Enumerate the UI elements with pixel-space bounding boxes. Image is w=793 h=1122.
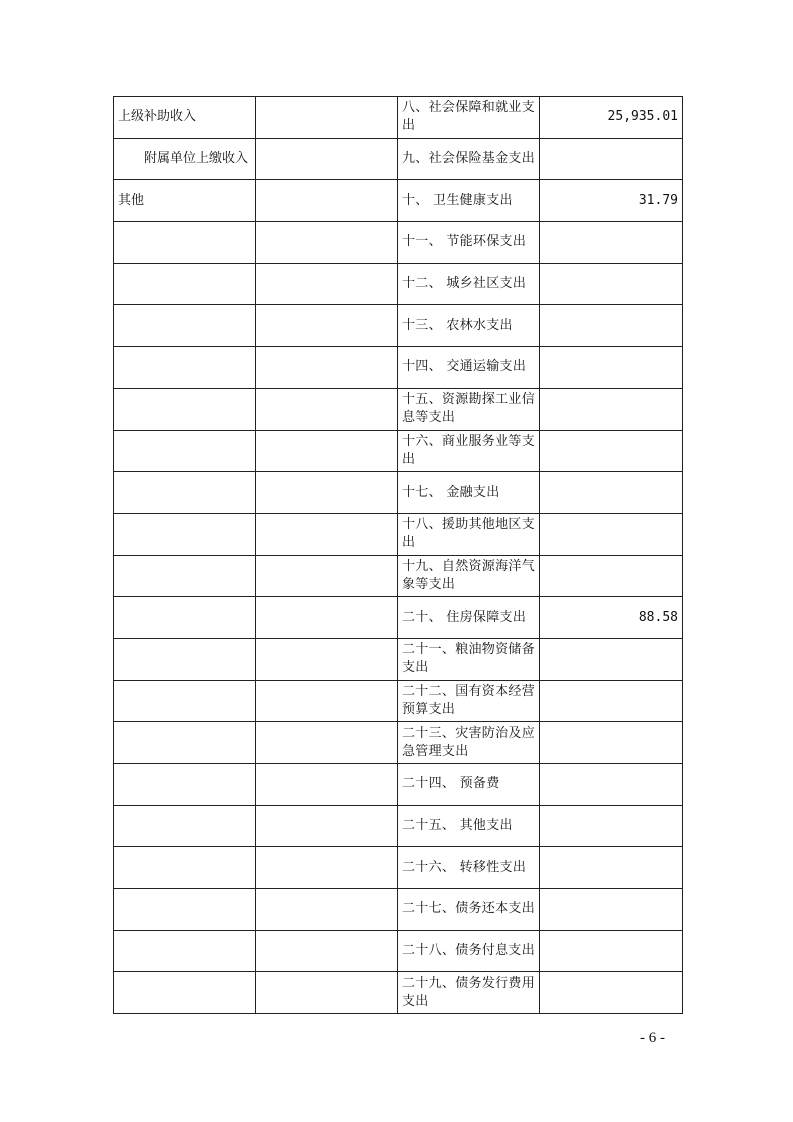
income-item-cell	[114, 347, 256, 389]
income-item-cell	[114, 972, 256, 1014]
expense-amount-cell: 88.58	[540, 597, 683, 639]
expense-item-cell: 二十五、 其他支出	[398, 805, 540, 847]
income-item-cell	[114, 222, 256, 264]
expense-amount-cell	[540, 972, 683, 1014]
income-amount-cell	[256, 180, 398, 222]
table-row	[114, 513, 683, 555]
table-row	[114, 97, 683, 139]
table-row	[114, 680, 683, 722]
income-amount-cell	[256, 889, 398, 931]
income-amount-cell	[256, 97, 398, 139]
budget-table	[113, 96, 683, 1014]
income-item-cell	[114, 305, 256, 347]
table-row	[114, 138, 683, 180]
income-amount-cell	[256, 305, 398, 347]
table-row	[114, 597, 683, 639]
expense-item-cell: 二十二、国有资本经营预算支出	[398, 680, 540, 722]
expense-amount-cell	[540, 430, 683, 472]
income-amount-cell	[256, 430, 398, 472]
table-row	[114, 263, 683, 305]
expense-amount-cell	[540, 764, 683, 806]
income-amount-cell	[256, 472, 398, 514]
expense-amount-cell: 25,935.01	[540, 97, 683, 139]
expense-amount-cell	[540, 513, 683, 555]
income-item-cell: 其他	[114, 180, 256, 222]
table-row	[114, 805, 683, 847]
table-row	[114, 222, 683, 264]
income-item-cell	[114, 597, 256, 639]
income-item-cell	[114, 764, 256, 806]
income-amount-cell	[256, 638, 398, 680]
expense-amount-cell	[540, 555, 683, 597]
income-item-cell	[114, 638, 256, 680]
income-item-cell	[114, 555, 256, 597]
expense-amount-cell	[540, 847, 683, 889]
page-number: - 6 -	[640, 1030, 665, 1046]
income-amount-cell	[256, 722, 398, 764]
income-amount-cell	[256, 138, 398, 180]
expense-item-cell: 十五、资源勘探工业信息等支出	[398, 388, 540, 430]
expense-amount-cell	[540, 388, 683, 430]
expense-item-cell: 二十七、债务还本支出	[398, 889, 540, 931]
expense-amount-cell	[540, 638, 683, 680]
income-item-cell	[114, 847, 256, 889]
expense-amount-cell	[540, 305, 683, 347]
income-item-cell	[114, 722, 256, 764]
table-row	[114, 430, 683, 472]
income-amount-cell	[256, 847, 398, 889]
expense-item-cell: 二十四、 预备费	[398, 764, 540, 806]
income-item-cell: 上级补助收入	[114, 97, 256, 139]
income-amount-cell	[256, 972, 398, 1014]
income-amount-cell	[256, 222, 398, 264]
expense-item-cell: 八、社会保障和就业支出	[398, 97, 540, 139]
expense-item-cell: 十、 卫生健康支出	[398, 180, 540, 222]
expense-item-cell: 二十一、粮油物资储备支出	[398, 638, 540, 680]
income-item-cell: 附属单位上缴收入	[114, 138, 256, 180]
budget-table-body	[114, 97, 683, 1014]
expense-item-cell: 九、社会保险基金支出	[398, 138, 540, 180]
income-amount-cell	[256, 805, 398, 847]
table-row	[114, 889, 683, 931]
income-item-cell	[114, 889, 256, 931]
expense-item-cell: 十二、 城乡社区支出	[398, 263, 540, 305]
expense-amount-cell	[540, 722, 683, 764]
expense-item-cell: 十一、 节能环保支出	[398, 222, 540, 264]
expense-item-cell: 二十三、灾害防治及应急管理支出	[398, 722, 540, 764]
table-row	[114, 638, 683, 680]
income-item-cell	[114, 930, 256, 972]
income-item-cell	[114, 430, 256, 472]
expense-item-cell: 十三、 农林水支出	[398, 305, 540, 347]
income-amount-cell	[256, 764, 398, 806]
table-row	[114, 388, 683, 430]
expense-item-cell: 二十六、 转移性支出	[398, 847, 540, 889]
expense-item-cell: 二十九、债务发行费用支出	[398, 972, 540, 1014]
expense-amount-cell	[540, 472, 683, 514]
expense-amount-cell	[540, 930, 683, 972]
table-row	[114, 847, 683, 889]
income-amount-cell	[256, 513, 398, 555]
expense-item-cell: 十九、自然资源海洋气象等支出	[398, 555, 540, 597]
income-amount-cell	[256, 680, 398, 722]
expense-amount-cell	[540, 805, 683, 847]
income-amount-cell	[256, 930, 398, 972]
expense-amount-cell	[540, 347, 683, 389]
income-amount-cell	[256, 597, 398, 639]
table-row	[114, 347, 683, 389]
expense-item-cell: 二十、 住房保障支出	[398, 597, 540, 639]
income-item-cell	[114, 388, 256, 430]
income-item-cell	[114, 680, 256, 722]
income-amount-cell	[256, 263, 398, 305]
expense-amount-cell	[540, 222, 683, 264]
expense-item-cell: 十七、 金融支出	[398, 472, 540, 514]
expense-amount-cell	[540, 889, 683, 931]
table-row	[114, 722, 683, 764]
table-row	[114, 472, 683, 514]
expense-item-cell: 十四、 交通运输支出	[398, 347, 540, 389]
expense-item-cell: 二十八、债务付息支出	[398, 930, 540, 972]
table-row	[114, 305, 683, 347]
expense-item-cell: 十八、援助其他地区支出	[398, 513, 540, 555]
income-item-cell	[114, 805, 256, 847]
income-item-cell	[114, 472, 256, 514]
income-item-cell	[114, 263, 256, 305]
expense-amount-cell: 31.79	[540, 180, 683, 222]
expense-item-cell: 十六、商业服务业等支出	[398, 430, 540, 472]
table-row	[114, 180, 683, 222]
expense-amount-cell	[540, 680, 683, 722]
expense-amount-cell	[540, 263, 683, 305]
income-amount-cell	[256, 388, 398, 430]
income-amount-cell	[256, 555, 398, 597]
income-amount-cell	[256, 347, 398, 389]
table-row	[114, 972, 683, 1014]
table-row	[114, 930, 683, 972]
expense-amount-cell	[540, 138, 683, 180]
table-row	[114, 555, 683, 597]
table-row	[114, 764, 683, 806]
income-item-cell	[114, 513, 256, 555]
